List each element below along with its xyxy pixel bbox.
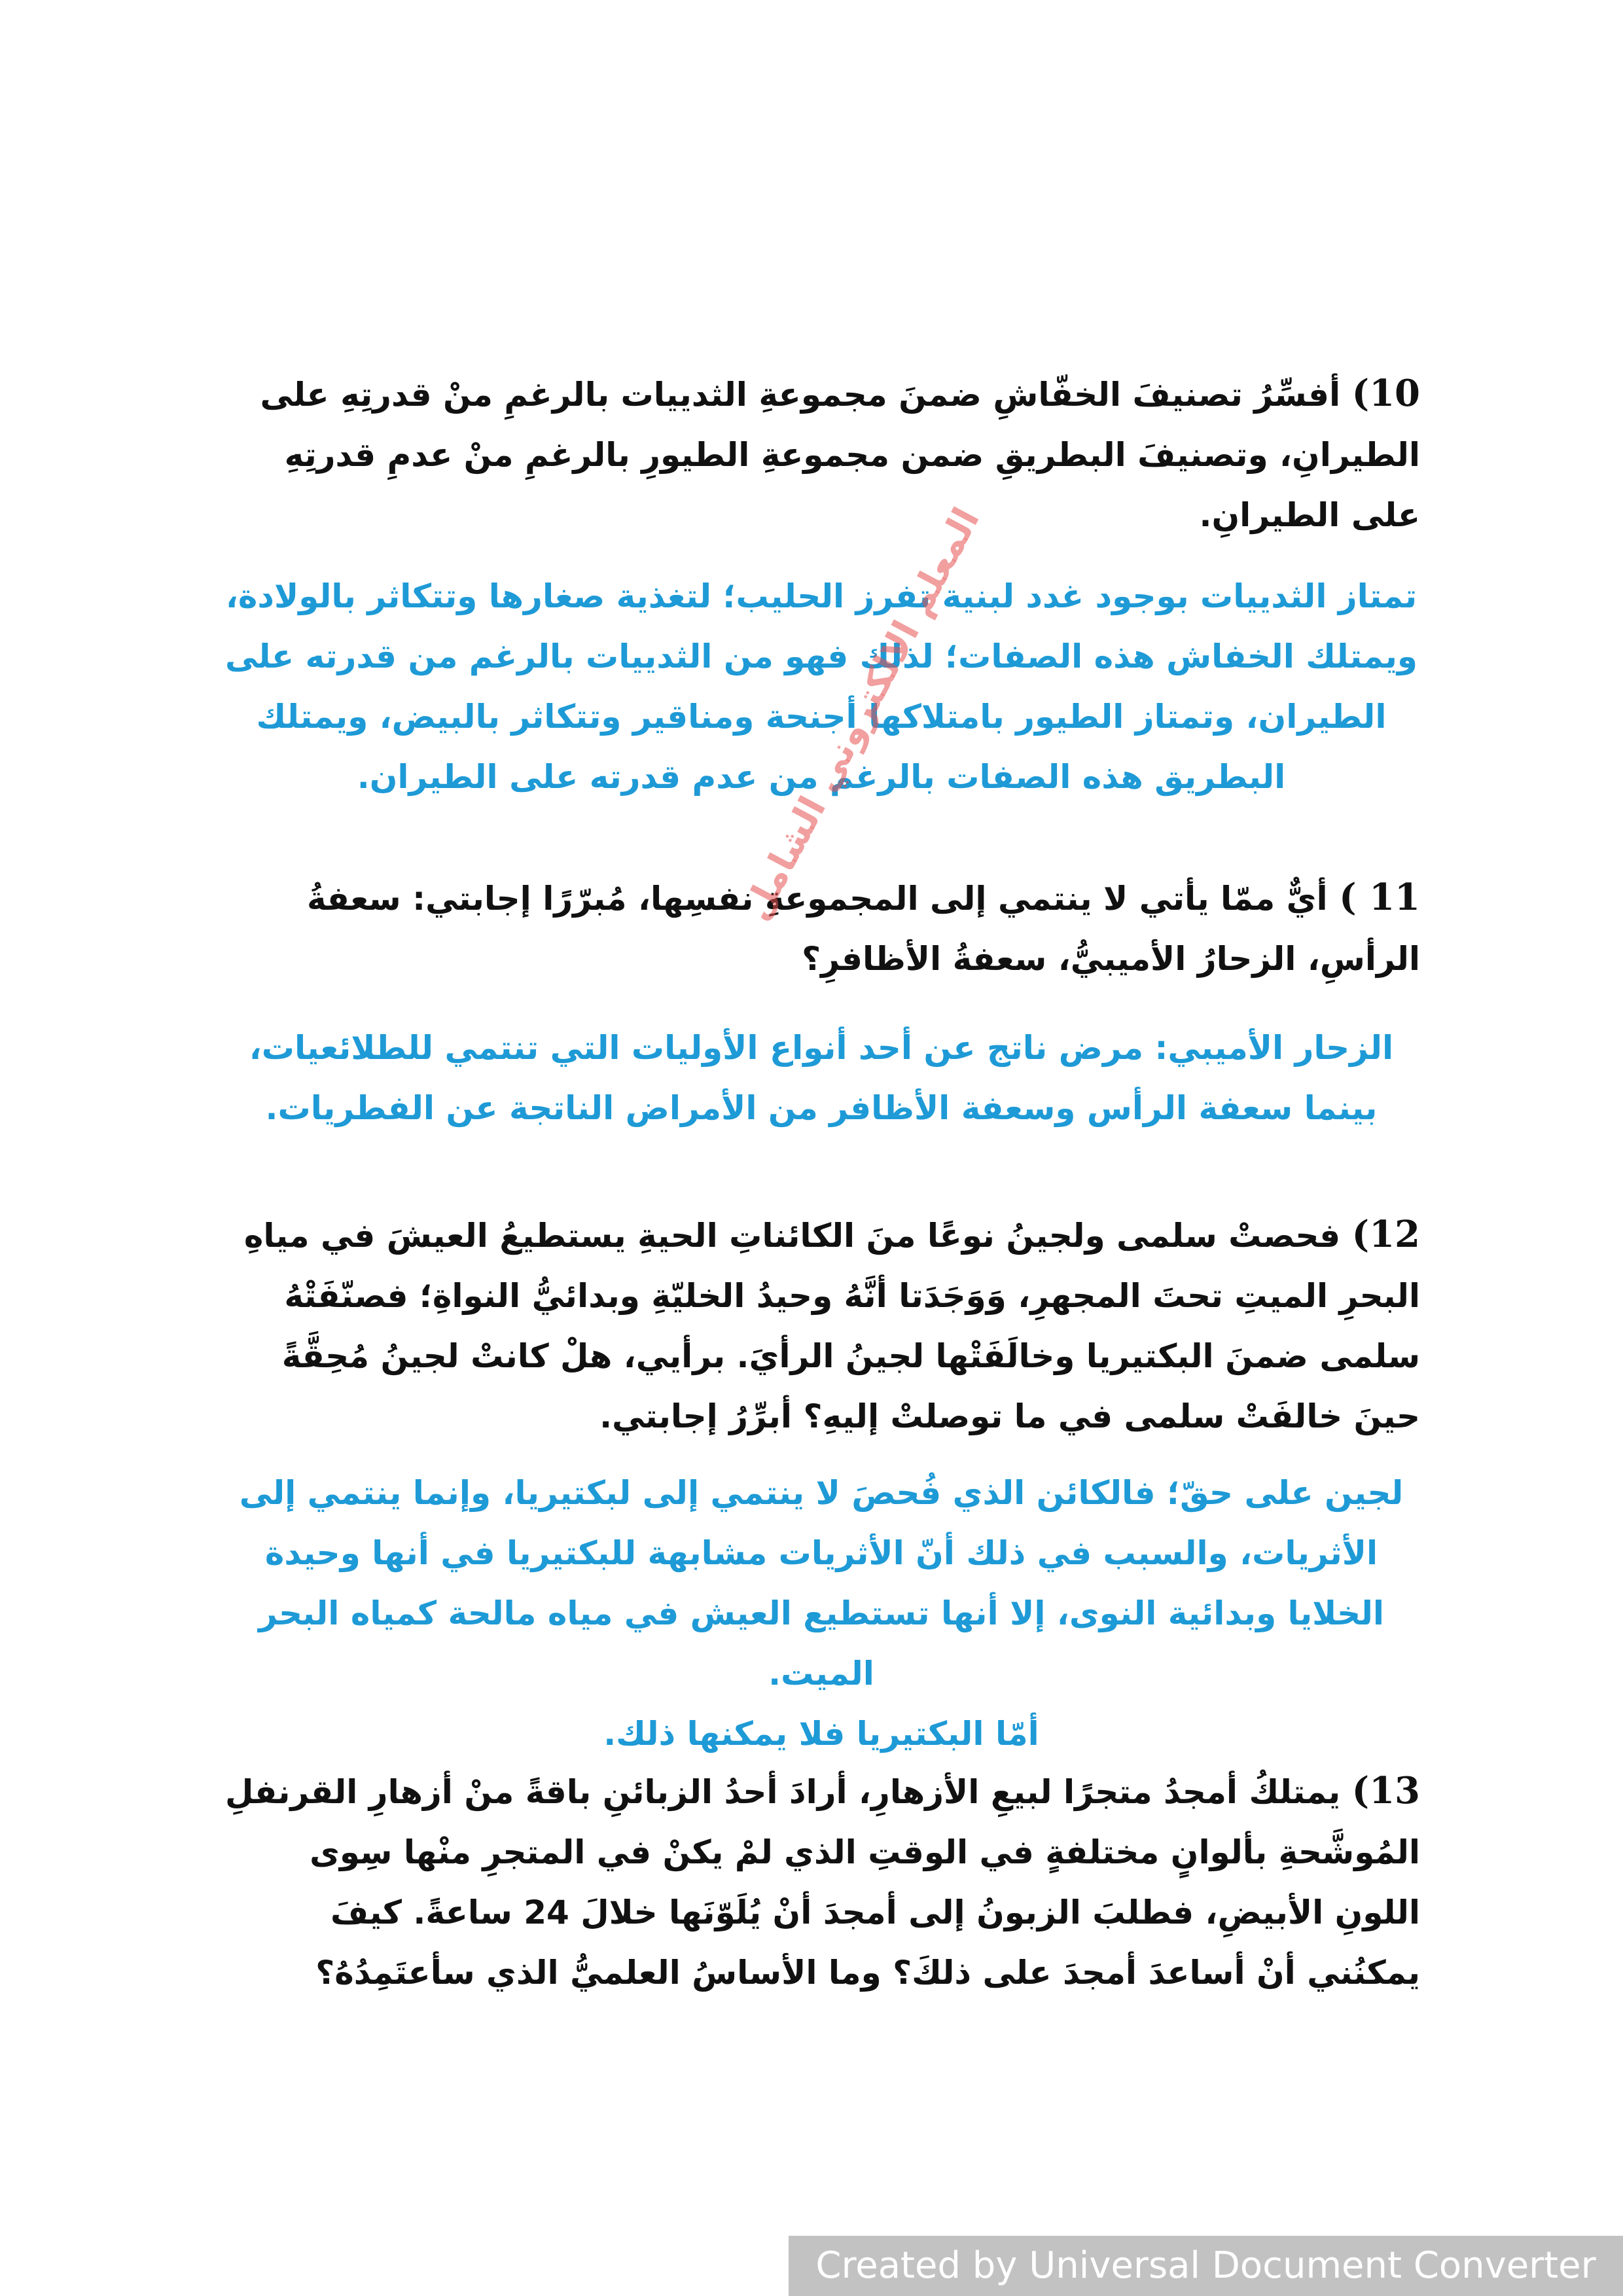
watermark-text: المعلم الالكتروني الشامل (734, 501, 988, 927)
question-13-text: 13) يمتلكُ أمجدُ متجرًا لبيعِ الأزهارِ، أرادَ أحدُ الزبائنِ باقةً منْ أزهارِ القرنفلِ المُوشَّحةِ بألوانٍ مختلفةٍ في الوقتِ الذي لمْ يكنْ في المتجرِ منْها سِوى اللونِ الأبيضِ، فطلبَ الزبونُ إلى أمجدَ أنْ يُلَوّنَها خلالَ 24 ساعةً. كيفَ يمكنُني أنْ أساعدَ أمجدَ على ذلكَ؟ وما الأساسُ العلميُّ الذي سأعتَمِدُهُ؟ (224, 1769, 1420, 1992)
answer-10-text: تمتاز الثدييات بوجود غدد لبنية تفرز الحليب؛ لتغذية صغارها وتتكاثر بالولادة، ويمتلك الخفاش هذه الصفات؛ لذلك فهو من الثدييات بالرغم من قدرته على الطيران، وتمتاز الطيور بامتلاكها أجنحة ومناقير وتتكاثر بالبيض، ويمتلك البطريق هذه الصفات بالرغم من عدم قدرته على الطيران. (224, 577, 1418, 796)
question-11-number: 11 ) (1339, 876, 1420, 919)
question-11-text: 11 ) أيٌّ ممّا يأتي لا ينتمي إلى المجموعةِ نفسِها، مُبرّرًا إجابتي: سعفةُ الرأسِ، الزحارُ الأميبيُّ، سعفةُ الأظافرِ؟ (306, 876, 1420, 978)
question-12-number: 12) (1351, 1213, 1420, 1256)
answer-12-text: لجين على حقّ؛ فالكائن الذي فُحصَ لا ينتمي إلى لبكتيريا، وإنما ينتمي إلى الأثريات، والسبب في ذلك أنّ الأثريات مشابهة للبكتيريا في أنها وحيدة الخلايا وبدائية النوى، إلا أنها تستطيع العيش في مياه مالحة كمياه البحر الميت. (239, 1474, 1404, 1693)
answer-11-text: الزحار الأميبي: مرض ناتج عن أحد أنواع الأوليات التي تنتمي للطلائعيات، بينما سعفة الرأس وسعفة الأظافر من الأمراض الناتجة عن الفطريات. (249, 1029, 1394, 1127)
question-10-number: 10) (1351, 372, 1420, 415)
question-10-text: 10) أفسِّرُ تصنيفَ الخفّاشِ ضمنَ مجموعةِ الثدييات بالرغمِ منْ قدرتِهِ على الطيرانِ، وتصنيفَ البطريقِ ضمن مجموعةِ الطيورِ بالرغمِ منْ عدمِ قدرتِهِ على الطيرانِ. (260, 372, 1420, 534)
answer-12 (223, 1463, 1420, 1764)
answer-12-conclusion: أمّا البكتيريا فلا يمكنها ذلك. (603, 1715, 1039, 1753)
question-12-text: 12) فحصتْ سلمى ولجينُ نوعًا منَ الكائناتِ الحيةِ يستطيعُ العيشَ في مياهِ البحرِ الميتِ تحتَ المجهرِ، وَوَجَدَتا أنَّهُ وحيدُ الخليّةِ وبدائيُّ النواةِ؛ فصنّفَتْهُ سلمى ضمنَ البكتيريا وخالَفَتْها لجينُ الرأيَ. برأيي، هلْ كانتْ لجينُ مُحِقَّةً حينَ خالفَتْ سلمى في ما توصلتْ إليهِ؟ أبرِّرُ إجابتي. (243, 1213, 1420, 1435)
question-11 (223, 867, 1420, 989)
question-10 (223, 363, 1420, 545)
question-13 (223, 1761, 1420, 2003)
answer-11 (223, 1018, 1420, 1138)
converter-footer-banner: Created by Universal Document Converter (789, 2236, 1623, 2296)
question-13-number: 13) (1351, 1769, 1420, 1812)
question-12 (223, 1204, 1420, 1446)
